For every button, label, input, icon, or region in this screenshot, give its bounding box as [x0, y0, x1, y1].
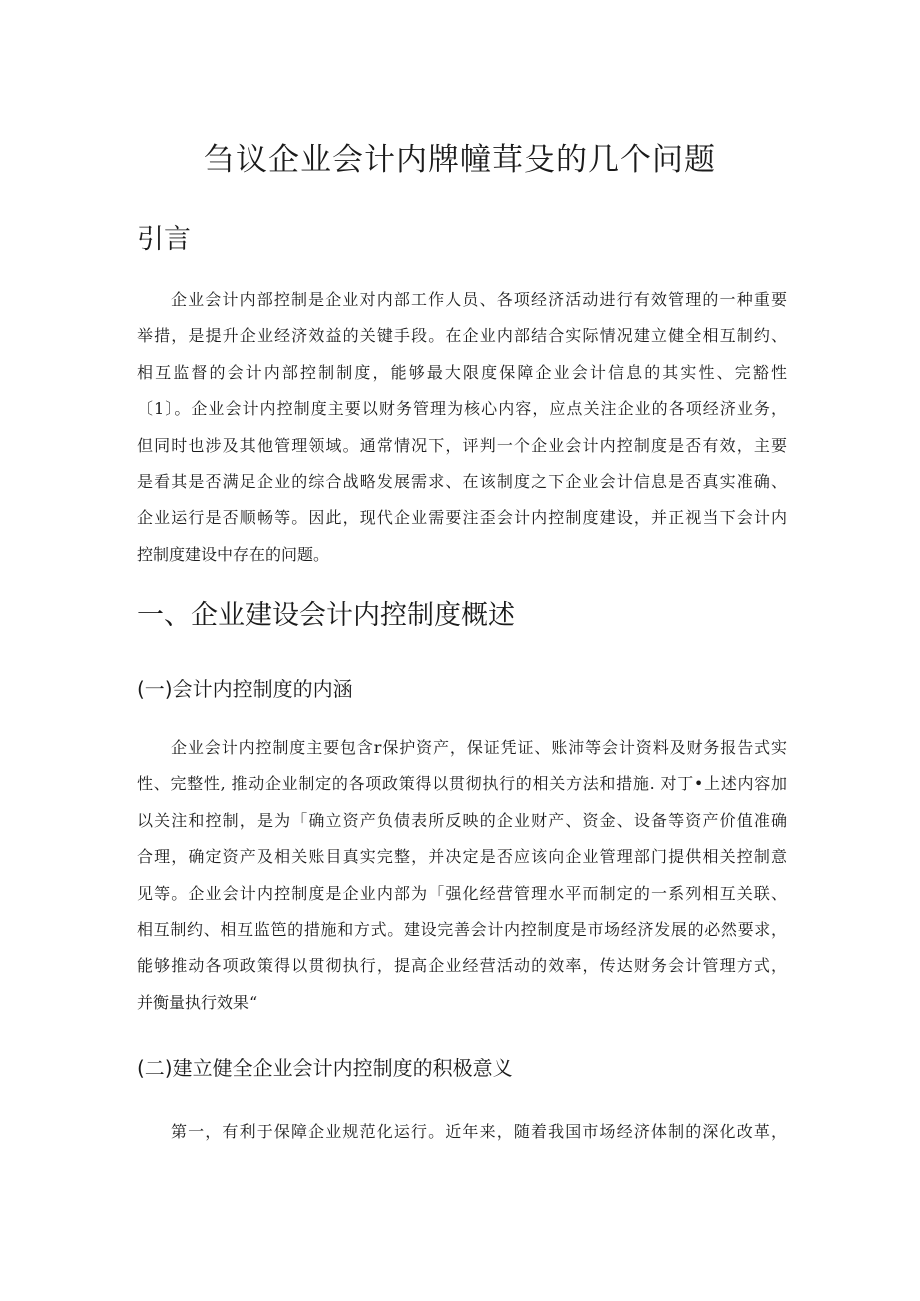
paragraph-line: 合理，确定资产及相关账目真实完整，并决定是否应该向企业管理部门提供相关控制意 — [137, 847, 787, 867]
document-title: 刍议企业会计内牌幢茸殳的几个问题 — [204, 142, 716, 178]
intro-paragraph — [137, 282, 787, 573]
paragraph-line: 企业运行是否顺畅等。因此，现代企业需要注歪会计内控制度建设，并正视当下会计内 — [137, 508, 787, 528]
section-heading: 一、企业建设会计内控制度概述 — [137, 600, 515, 631]
paragraph-line: 〔1〕。企业会计内控制度主要以财务管理为核心内容，应点关注企业的各项经济业务， — [137, 399, 787, 419]
paragraph-line: 性、完整性, 推动企业制定的各项政策得以贯彻执行的相关方法和措施. 对丁•上述内容加 — [137, 774, 787, 794]
paragraph-line: 举措，是提升企业经济效益的关键手段。在企业内部结合实际情况建立健全相互制约、 — [137, 326, 787, 346]
paragraph-line: 是看其是否满足企业的综合战略发展需求、在该制度之下企业会计信息是否真实准确、 — [137, 471, 787, 491]
subsection-heading: (二)建立健全企业会计内控制度的积极意义 — [137, 1056, 513, 1080]
paragraph-line: 企业会计内控制度主要包含r保护资产，保证凭证、账沛等会计资料及财务报告式实 — [171, 738, 787, 757]
subsection-paragraph — [137, 1114, 787, 1150]
paragraph-line: 企业会计内部控制是企业对内部工作人员、各项经济活动进行有效管理的一种重要 — [171, 290, 787, 309]
paragraph-line: 控制度建设中存在的问题。 — [137, 544, 330, 564]
subsection-heading: (一)会计内控制度的内涵 — [137, 677, 353, 701]
subsection-paragraph — [137, 730, 787, 1021]
paragraph-line: 以关注和控制，是为「确立资产负债表所反映的企业财产、资金、设备等资产价值准确 — [137, 810, 787, 830]
paragraph-line: 相互监督的会计内部控制制度，能够最大限度保障企业会计信息的其实性、完豁性 — [137, 362, 787, 382]
paragraph-line: 能够推动各项政策得以贯彻执行，提高企业经营活动的效率，传达财务会计管理方式， — [137, 956, 787, 976]
intro-heading: 引言 — [137, 224, 191, 255]
paragraph-line: 但同时也涉及其他管理领域。通常情况下，评判一个企业会计内控制度是否有效，主要 — [137, 435, 787, 455]
paragraph-line: 并衡量执行效果“ — [137, 992, 258, 1012]
paragraph-line: 第一，有利于保障企业规范化运行。近年来，随着我国市场经济体制的深化改革， — [171, 1122, 787, 1141]
paragraph-line: 相互制约、相互监笆的措施和方式。建设完善会计内控制度是市场经济发展的必然要求， — [137, 919, 787, 939]
paragraph-line: 见等。企业会计内控制度是企业内部为「强化经营管理水平而制定的一系列相互关联、 — [137, 883, 787, 903]
